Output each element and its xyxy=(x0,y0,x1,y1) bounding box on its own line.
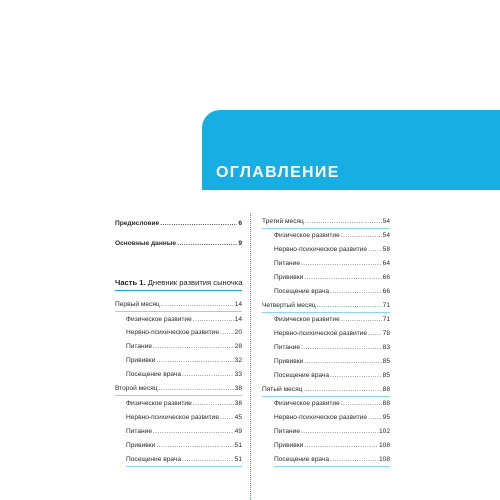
leader-dots xyxy=(303,385,381,394)
toc-entry-page: 45 xyxy=(234,414,242,421)
toc-entry-label: Питание xyxy=(274,260,301,267)
leader-dots xyxy=(304,273,381,282)
part-prefix: Часть 1. xyxy=(115,278,146,287)
toc-entry-label: Основные данные xyxy=(115,240,177,247)
month-divider xyxy=(115,395,242,396)
toc-entry-page: 14 xyxy=(234,301,242,308)
toc-entry-label: Нервно-психическое развитие xyxy=(274,246,367,253)
leader-dots xyxy=(156,441,233,450)
toc-entry-label: Физическое развитие xyxy=(274,316,340,323)
toc-entry-label: Питание xyxy=(274,428,301,435)
toc-entry-subitem[interactable] xyxy=(274,273,390,282)
leader-dots xyxy=(341,399,382,408)
toc-entry-label: Нервно-психическое развитие xyxy=(126,329,219,336)
toc-entry-subitem[interactable] xyxy=(274,259,390,268)
toc-entry-label: Первый месяц xyxy=(115,301,160,308)
toc-entry-month[interactable] xyxy=(115,384,242,393)
toc-entry-page: 20 xyxy=(234,329,242,336)
toc-entry-subitem[interactable] xyxy=(126,427,242,436)
leader-dots xyxy=(368,329,382,338)
leader-dots xyxy=(330,371,382,380)
toc-entry-page: 66 xyxy=(382,288,390,295)
toc-entry-label: Физическое развитие xyxy=(274,400,340,407)
toc-entry-subitem[interactable] xyxy=(126,370,242,379)
toc-entry-label: Физическое развитие xyxy=(126,316,192,323)
toc-entry-label: Прививки xyxy=(274,358,304,365)
leader-dots xyxy=(301,259,382,268)
toc-entry-subitem[interactable] xyxy=(126,342,242,351)
toc-entry-page: 71 xyxy=(382,316,390,323)
leader-dots xyxy=(177,239,237,248)
leader-dots xyxy=(301,343,382,352)
leader-dots xyxy=(368,413,382,422)
toc-entry-page: 49 xyxy=(234,428,242,435)
leader-dots xyxy=(304,357,381,366)
toc-entry-subitem[interactable] xyxy=(126,455,242,464)
toc-entry-month[interactable] xyxy=(262,217,390,226)
toc-entry-subitem[interactable] xyxy=(274,245,390,254)
leader-dots xyxy=(368,245,382,254)
toc-entry-label: Питание xyxy=(126,428,153,435)
leader-dots xyxy=(220,328,234,337)
toc-entry-label: Питание xyxy=(126,343,153,350)
toc-entry-page: 78 xyxy=(382,330,390,337)
toc-entry-label: Питание xyxy=(274,344,301,351)
toc-entry-label: Нервно-психическое развитие xyxy=(274,330,367,337)
toc-entry-month[interactable] xyxy=(262,385,390,394)
toc-entry-subitem[interactable] xyxy=(274,329,390,338)
toc-entry-page: 66 xyxy=(382,274,390,281)
leader-dots xyxy=(330,287,382,296)
toc-entry-label: Второй месяц xyxy=(115,385,158,392)
toc-entry-subitem[interactable] xyxy=(274,441,390,450)
leader-dots xyxy=(330,455,378,464)
toc-entry-label: Посещение врача xyxy=(126,456,182,463)
toc-entry-subitem[interactable] xyxy=(126,413,242,422)
toc-entry-page: 58 xyxy=(382,246,390,253)
toc-entry-subitem[interactable] xyxy=(274,371,390,380)
toc-entry-month[interactable] xyxy=(115,300,242,309)
toc-entry-subitem[interactable] xyxy=(274,455,390,464)
leader-dots xyxy=(161,300,234,309)
toc-entry-page: 38 xyxy=(234,385,242,392)
toc-entry-month[interactable] xyxy=(262,301,390,310)
toc-entry-label: Физическое развитие xyxy=(274,232,340,239)
part-title: Дневник развития сыночка xyxy=(147,278,243,287)
part-underline xyxy=(115,290,242,291)
toc-entry-subitem[interactable] xyxy=(274,231,390,240)
month-divider xyxy=(126,466,242,467)
leader-dots xyxy=(341,231,382,240)
toc-entry-label: Посещение врача xyxy=(126,371,182,378)
toc-entry-label: Прививки xyxy=(274,442,304,449)
part-heading[interactable] xyxy=(115,278,242,288)
leader-dots xyxy=(160,219,237,228)
leader-dots xyxy=(305,217,382,226)
toc-entry-page: 51 xyxy=(234,442,242,449)
toc-entry-label: Прививки xyxy=(274,274,304,281)
month-divider xyxy=(262,312,390,313)
leader-dots xyxy=(341,315,382,324)
toc-entry-preface[interactable] xyxy=(115,219,242,228)
toc-entry-page: 28 xyxy=(234,343,242,350)
toc-entry-label: Предисловие xyxy=(115,220,160,227)
leader-dots xyxy=(193,315,234,324)
toc-entry-page: 38 xyxy=(234,400,242,407)
toc-entry-subitem[interactable] xyxy=(274,343,390,352)
leader-dots xyxy=(159,384,234,393)
toc-entry-label: Посещение врача xyxy=(274,456,330,463)
toc-entry-subitem[interactable] xyxy=(126,356,242,365)
toc-entry-label: Четвертый месяц xyxy=(262,302,316,309)
toc-entry-page: 108 xyxy=(378,442,390,449)
title-band xyxy=(202,110,500,190)
toc-entry-subitem[interactable] xyxy=(274,315,390,324)
toc-entry-label: Физическое развитие xyxy=(126,400,192,407)
toc-entry-label: Пятый месяц xyxy=(262,386,303,393)
column-divider xyxy=(250,213,251,500)
toc-entry-page: 83 xyxy=(382,344,390,351)
toc-entry-page: 71 xyxy=(382,302,390,309)
toc-entry-subitem[interactable] xyxy=(274,287,390,296)
toc-entry-page: 102 xyxy=(378,428,390,435)
toc-entry-subitem[interactable] xyxy=(126,399,242,408)
toc-entry-label: Нервно-психическое развитие xyxy=(274,414,367,421)
toc-entry-basic-data[interactable] xyxy=(115,239,242,248)
leader-dots xyxy=(317,301,382,310)
toc-entry-subitem[interactable] xyxy=(274,427,390,436)
toc-entry-label: Третий месяц xyxy=(262,218,304,225)
toc-entry-page: 85 xyxy=(382,358,390,365)
leader-dots xyxy=(220,413,234,422)
leader-dots xyxy=(304,441,378,450)
toc-entry-subitem[interactable] xyxy=(126,441,242,450)
leader-dots xyxy=(182,455,234,464)
leader-dots xyxy=(193,399,234,408)
month-divider xyxy=(262,228,390,229)
toc-entry-page: 32 xyxy=(234,357,242,364)
toc-entry-subitem[interactable] xyxy=(274,413,390,422)
month-divider xyxy=(274,466,390,467)
toc-entry-label: Прививки xyxy=(126,357,156,364)
toc-entry-subitem[interactable] xyxy=(274,357,390,366)
leader-dots xyxy=(301,427,378,436)
toc-entry-label: Посещение врача xyxy=(274,288,330,295)
toc-entry-page: 9 xyxy=(238,240,242,247)
toc-entry-page: 33 xyxy=(234,371,242,378)
toc-entry-page: 108 xyxy=(378,456,390,463)
toc-entry-page: 6 xyxy=(238,220,242,227)
toc-entry-page: 88 xyxy=(382,386,390,393)
toc-entry-page: 64 xyxy=(382,260,390,267)
toc-entry-page: 51 xyxy=(234,456,242,463)
leader-dots xyxy=(153,427,234,436)
leader-dots xyxy=(153,342,234,351)
toc-entry-page: 95 xyxy=(382,414,390,421)
month-divider xyxy=(115,311,242,312)
toc-entry-subitem[interactable] xyxy=(126,315,242,324)
month-divider xyxy=(262,396,390,397)
toc-entry-label: Прививки xyxy=(126,442,156,449)
toc-entry-subitem[interactable] xyxy=(274,399,390,408)
toc-entry-label: Нервно-психическое развитие xyxy=(126,414,219,421)
toc-entry-page: 14 xyxy=(234,316,242,323)
toc-entry-page: 88 xyxy=(382,400,390,407)
leader-dots xyxy=(156,356,233,365)
toc-entry-subitem[interactable] xyxy=(126,328,242,337)
toc-entry-label: Посещение врача xyxy=(274,372,330,379)
toc-entry-page: 54 xyxy=(382,218,390,225)
toc-entry-page: 85 xyxy=(382,372,390,379)
page-title: ОГЛАВЛЕНИЕ xyxy=(216,164,340,181)
leader-dots xyxy=(182,370,234,379)
toc-entry-page: 54 xyxy=(382,232,390,239)
